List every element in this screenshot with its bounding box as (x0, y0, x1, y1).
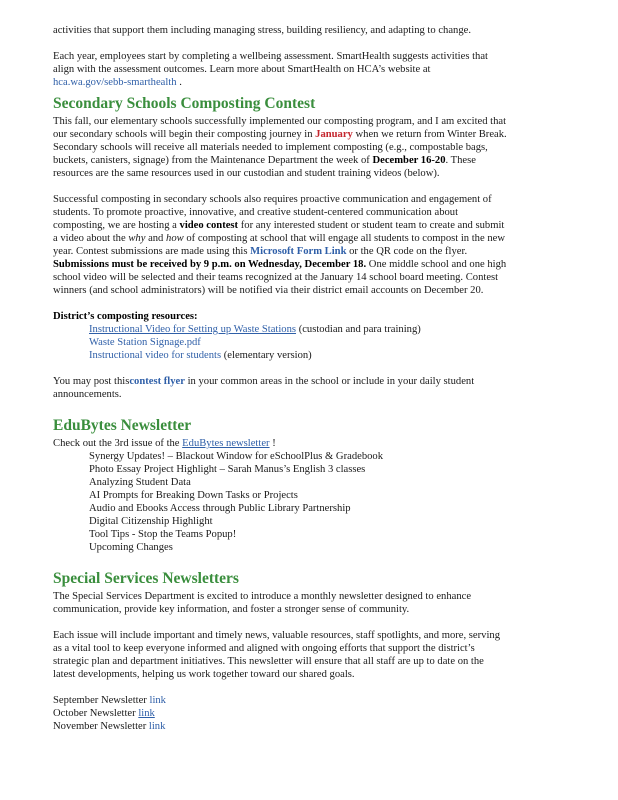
special-paragraph-1: The Special Services Department is excited to introduce a monthly newsletter designed to enhance communication, provide key information, and foster a stronger sense of community. (53, 591, 472, 615)
signage-pdf-link[interactable]: Waste Station Signage.pdf (89, 337, 201, 348)
special-services-heading: Special Services Newsletters (53, 570, 239, 587)
resource-item: Instructional Video for Setting up Waste Stations (custodian and para training) (89, 324, 421, 335)
list-item: AI Prompts for Breaking Down Tasks or Projects (89, 490, 298, 501)
resources-list (53, 323, 578, 362)
newsletter-row-october: October Newsletter link (53, 708, 155, 719)
november-newsletter-link[interactable]: link (148, 721, 166, 732)
contest-flyer-link[interactable]: contest flyer (129, 376, 185, 387)
list-item: Analyzing Student Data (89, 477, 191, 488)
student-video-link[interactable]: Instructional video for students (89, 350, 222, 361)
waste-stations-video-link[interactable]: Instructional Video for Setting up Waste Stations (89, 324, 297, 335)
list-item: Photo Essay Project Highlight – Sarah Manus’s English 3 classes (89, 464, 366, 475)
composting-paragraph-1: This fall, our elementary schools successfully implemented our composting program, and I am excited that our secondary schools will begin their composting journey in January when we return from Winter Break. Secondary schools will receive all materials needed to implement composting (e.g., compostable bags, buckets, canisters, signage) from the Maintenance Department the week of December 16-20. These resources are the same resources used in our custodian and student training videos (below). (53, 116, 507, 179)
list-item: Digital Citizenship Highlight (89, 516, 213, 527)
edubytes-newsletter-link[interactable]: EduBytes newsletter (182, 438, 270, 449)
list-item: Audio and Ebooks Access through Public Library Partnership (89, 503, 351, 514)
list-item: Synergy Updates! – Blackout Window for eSchoolPlus & Gradebook (89, 451, 384, 462)
flyer-paragraph: You may post thiscontest flyer in your common areas in the school or include in your daily student announcements. (53, 376, 475, 400)
resource-item: Instructional video for students (elementary version) (89, 350, 312, 361)
submission-deadline: Submissions must be received by 9 p.m. on Wednesday, December 18. (53, 259, 367, 270)
intro-paragraph: Each year, employees start by completing a wellbeing assessment. SmartHealth suggests activities that align with the assessment outcomes. Learn more about SmartHealth on HCA’s website at hca.wa.gov/sebb-smarthealth . (53, 51, 488, 88)
october-newsletter-link[interactable]: link (138, 708, 155, 719)
september-newsletter-link[interactable]: link (149, 695, 166, 706)
resources-label: District’s composting resources: (53, 311, 198, 322)
microsoft-form-link[interactable]: Microsoft Form Link (250, 246, 347, 257)
list-item: Upcoming Changes (89, 542, 173, 553)
edubytes-intro: Check out the 3rd issue of the EduBytes newsletter ! (53, 438, 276, 449)
newsletter-row-september: September Newsletter link (53, 695, 166, 706)
composting-paragraph-2: Successful composting in secondary schools also requires proactive communication and engagement of students. To promote proactive, innovative, and creative student-centered communication about composting, we are hosting a video contest for any interested student or student team to create and submit a video about the why and how of composting at school that will engage all students to compost in the new year. Contest submissions are made using this Microsoft Form Link or the QR code on the flyer. Submissions must be received by 9 p.m. on Wednesday, December 18. One middle school and one high school video will be selected and their teams recognized at the January 14 school board meeting. Contest winners (and school administrators) will be notified via their district email accounts on December 20. (53, 194, 507, 296)
smarthealth-link[interactable]: hca.wa.gov/sebb-smarthealth (53, 77, 177, 88)
intro-line: activities that support them including managing stress, building resiliency, and adapting to change. (53, 25, 471, 36)
delivery-dates: December 16-20 (372, 155, 446, 166)
special-paragraph-2: Each issue will include important and timely news, valuable resources, staff spotlights, and more, serving as a vital tool to keep everyone informed and aligned with ongoing efforts that support the district’s strategic plan and department initiatives. This newsletter will ensure that all staff are up to date on the latest developments, helping us work together toward our shared goals. (53, 630, 500, 680)
edubytes-list (53, 450, 578, 554)
january-highlight: January (315, 129, 353, 140)
video-contest-bold: video contest (179, 220, 239, 231)
composting-heading: Secondary Schools Composting Contest (53, 95, 316, 112)
list-item: Tool Tips - Stop the Teams Popup! (89, 529, 237, 540)
resource-item (89, 336, 578, 349)
edubytes-heading: EduBytes Newsletter (53, 417, 192, 434)
newsletter-row-november: November Newsletter link (53, 721, 166, 732)
